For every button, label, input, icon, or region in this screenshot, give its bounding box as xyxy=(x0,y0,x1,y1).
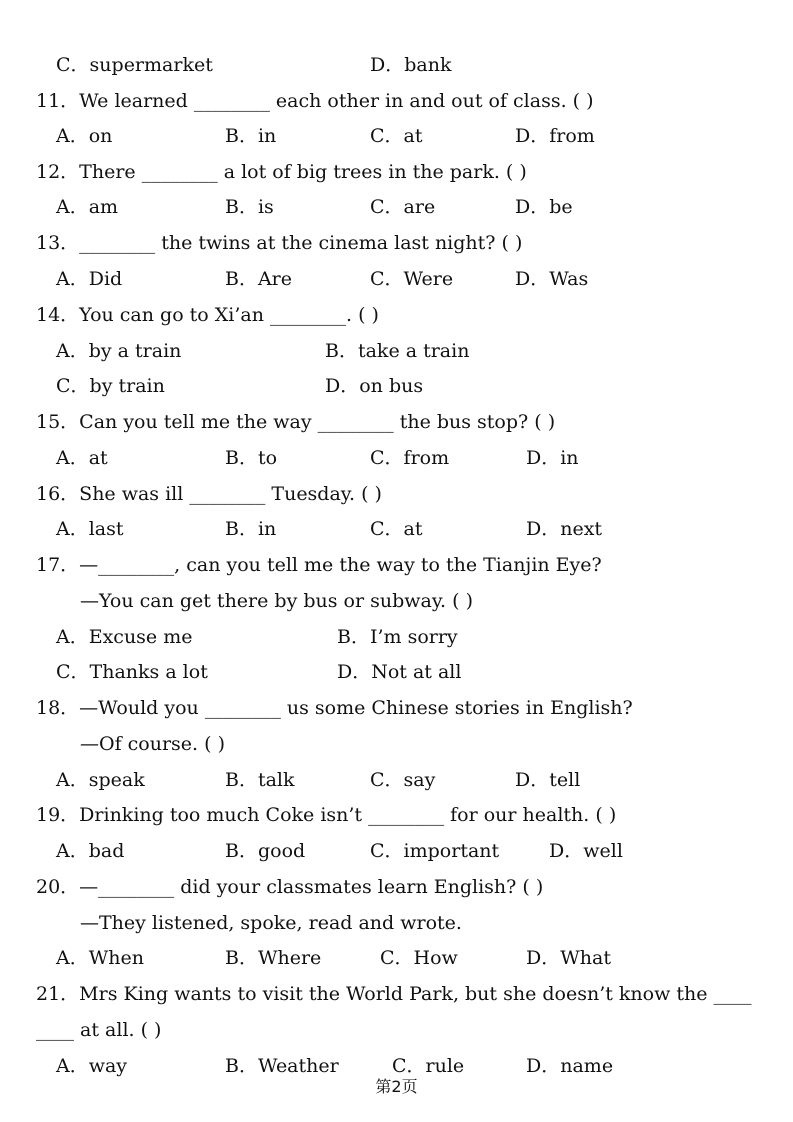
answer-option: B．good xyxy=(225,840,306,862)
dialogue-line xyxy=(0,908,793,938)
options-row xyxy=(0,443,793,473)
question-text: 15．Can you tell me the way ________ the bus stop? ( ) xyxy=(36,411,556,433)
question-line xyxy=(0,979,793,1009)
options-row xyxy=(0,264,793,294)
options-row xyxy=(0,836,793,866)
answer-option: A．Excuse me xyxy=(56,626,193,648)
answer-option: D．What xyxy=(526,947,611,969)
dialogue-text: —They listened, spoke, read and wrote. xyxy=(80,912,462,934)
answer-option: C．from xyxy=(370,447,450,469)
answer-option: A．at xyxy=(56,447,108,469)
answer-option: B．is xyxy=(225,196,274,218)
options-row xyxy=(0,765,793,795)
question-line xyxy=(0,693,793,723)
question-text: 20．—________ did your classmates learn English? ( ) xyxy=(36,876,544,898)
question-line xyxy=(0,300,793,330)
question-line xyxy=(0,479,793,509)
answer-option: C．say xyxy=(370,769,436,791)
dialogue-text: —You can get there by bus or subway. ( ) xyxy=(80,590,473,612)
answer-option: D．tell xyxy=(515,769,581,791)
question-text: 19．Drinking too much Coke isn’t ________ for our health. ( ) xyxy=(36,804,617,826)
options-row xyxy=(0,657,793,687)
answer-option: B．Are xyxy=(225,268,293,290)
answer-option: B．in xyxy=(225,125,277,147)
answer-option: C．How xyxy=(380,947,458,969)
options-row xyxy=(0,50,793,80)
options-row xyxy=(0,622,793,652)
question-text: 18．—Would you ________ us some Chinese stories in English? xyxy=(36,697,633,719)
answer-option: B．Where xyxy=(225,947,322,969)
page-number: 第2页 xyxy=(375,1077,418,1096)
question-line xyxy=(0,550,793,580)
question-line xyxy=(0,872,793,902)
dialogue-text: —Of course. ( ) xyxy=(80,733,225,755)
question-line xyxy=(0,228,793,258)
answer-option: D．on bus xyxy=(325,375,424,397)
dialogue-line xyxy=(0,586,793,616)
answer-option: D．well xyxy=(549,840,623,862)
answer-option: A．Did xyxy=(56,268,123,290)
question-text: 12．There ________ a lot of big trees in the park. ( ) xyxy=(36,161,527,183)
answer-option: D．in xyxy=(526,447,579,469)
answer-option: C．Were xyxy=(370,268,454,290)
answer-option: A．am xyxy=(56,196,119,218)
answer-option: A．bad xyxy=(56,840,125,862)
options-row xyxy=(0,943,793,973)
options-row xyxy=(0,121,793,151)
options-row xyxy=(0,514,793,544)
answer-option: D．be xyxy=(515,196,573,218)
answer-option: A．way xyxy=(56,1055,128,1077)
answer-option: A．last xyxy=(56,518,124,540)
answer-option: B．I’m sorry xyxy=(337,626,458,648)
answer-option: A．on xyxy=(56,125,113,147)
answer-option: B．to xyxy=(225,447,278,469)
question-line xyxy=(0,1015,793,1045)
answer-option: C．Thanks a lot xyxy=(56,661,208,683)
question-text: 17．—________, can you tell me the way to the Tianjin Eye? xyxy=(36,554,602,576)
question-text: ____ at all. ( ) xyxy=(36,1019,162,1041)
answer-option: B．talk xyxy=(225,769,295,791)
answer-option: B．take a train xyxy=(325,340,470,362)
answer-option: C．at xyxy=(370,518,423,540)
answer-option: A．speak xyxy=(56,769,145,791)
question-line xyxy=(0,800,793,830)
answer-option: B．Weather xyxy=(225,1055,339,1077)
options-row xyxy=(0,192,793,222)
dialogue-line xyxy=(0,729,793,759)
answer-option: C．supermarket xyxy=(56,54,213,76)
question-line xyxy=(0,157,793,187)
answer-option: D．Was xyxy=(515,268,589,290)
answer-option: B．in xyxy=(225,518,277,540)
answer-option: A．by a train xyxy=(56,340,182,362)
answer-option: C．are xyxy=(370,196,436,218)
options-row xyxy=(0,371,793,401)
answer-option: D．from xyxy=(515,125,595,147)
answer-option: D．name xyxy=(526,1055,614,1077)
question-text: 13．________ the twins at the cinema last night? ( ) xyxy=(36,232,523,254)
answer-option: D．next xyxy=(526,518,603,540)
answer-option: C．important xyxy=(370,840,500,862)
question-line xyxy=(0,86,793,116)
answer-option: C．at xyxy=(370,125,423,147)
question-text: 16．She was ill ________ Tuesday. ( ) xyxy=(36,483,382,505)
answer-option: D．bank xyxy=(370,54,452,76)
options-row xyxy=(0,336,793,366)
question-text: 11．We learned ________ each other in and out of class. ( ) xyxy=(36,90,594,112)
answer-option: C．by train xyxy=(56,375,165,397)
answer-option: C．rule xyxy=(392,1055,465,1077)
answer-option: D．Not at all xyxy=(337,661,462,683)
answer-option: A．When xyxy=(56,947,144,969)
question-line xyxy=(0,407,793,437)
question-text: 21．Mrs King wants to visit the World Park, but she doesn’t know the ____ xyxy=(36,983,752,1005)
question-text: 14．You can go to Xi’an ________. ( ) xyxy=(36,304,379,326)
